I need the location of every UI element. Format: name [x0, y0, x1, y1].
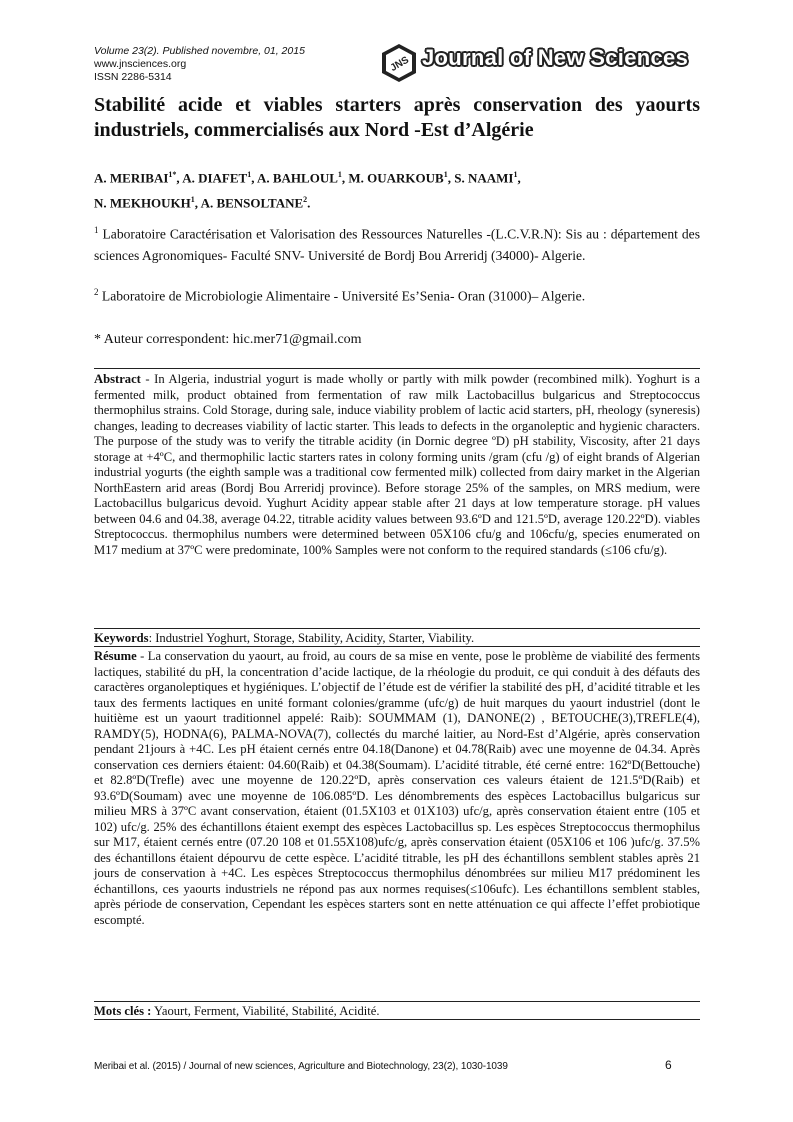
journal-name: Journal of New Sciences: [422, 45, 689, 70]
resume-label: Résume: [94, 649, 137, 663]
divider-rule: [94, 1001, 700, 1002]
divider-rule: [94, 368, 700, 369]
journal-logo: [378, 42, 700, 84]
footer-citation: Meribai et al. (2015) / Journal of new sciences, Agriculture and Biotechnology, 23(2), 1030-1039: [94, 1061, 508, 1072]
divider-rule: [94, 646, 700, 647]
website-line: www.jnsciences.org: [94, 58, 187, 70]
volume-line: Volume 23(2). Published novembre, 01, 2015: [94, 45, 305, 57]
resume-section: [94, 649, 700, 928]
motscles-label: Mots clés :: [94, 1004, 152, 1018]
keywords-label: Keywords: [94, 631, 149, 645]
svg-text:JNS: JNS: [388, 54, 411, 74]
paper-title: Stabilité acide et viables starters après conservation des yaourts industriels, commercialisés aux Nord -Est d’Algérie: [94, 94, 700, 141]
jns-badge-icon: [378, 42, 420, 84]
journal-header-meta: [94, 45, 305, 84]
motscles-text: Yaourt, Ferment, Viabilité, Stabilité, Acidité.: [151, 1004, 380, 1018]
abstract-section: [94, 372, 700, 558]
affiliation-2: $^2$ Laboratoire de Microbiologie Alimentaire - Université Es’Senia- Oran (31000)– Algerie.: [94, 287, 586, 304]
motscles-section: [94, 1004, 700, 1018]
keywords-section: [94, 631, 700, 645]
resume-text: - La conservation du yaourt, au froid, au cours de sa mise en vente, pose le problème de viabilité des ferments lactiques, stabilité du pH, la concentration d’acide lactique, de la rhéologie du produit, ce qui conduit à des défauts des caractères organoleptiques et hygiéniques. L’objectif de l’étude est de vérifier la stabilité des pH, d’acidité titrable et les taux des ferments lactiques en unité formant colonies/gramme (ufc/g) de huit marques du yaourt industriel (dont le huitième est un yaourt traditionnel appelé: Raib): SOUMMAM (1), DANONE(2) , BETOUCHE(3),TREFLE(4), RAMDY(5), HODNA(6), PALMA-NOVA(7), collectés du marché laitier, au Nord-Est d’Algérie, après conservation pendant 21jours à +4C. Les pH étaient cernés entre 04.18(Danone) et 04.78(Raib) avec une moyenne de 04.34. Après conservation ces derniers étaient: 04.60(Raib) et 04.38(Soumam). L’acidité titrable, été cerné entre: 162ºD(Bettouche) et 82.8ºD(Trefle) avec une moyenne de 120.22ºD, après conservation ces valeurs étaient de 121.5ºD(Raib) et 93.6ºD(Soumam) avec une moyenne de 106.085ºD. Les dénombrements des espèces Lactobacillus bulgaricus sur milieu MRS à 37ºC avant conservation, étaient (01.5X103 et 01X103) ufc/g, après conservation étaient entre (105 et 102) ufc/g. 25% des échantillons étaient exempt des espèces Lactobacillus sp. Les espèces Streptococcus thermophilus sur M17, étaient cernés entre (07.20 108 et 01.55X108)ufc/g, après conservation étaient (05X106 et 106 )ufc/g. 37.5% des échantillons étaient dépourvu de cette espèce. L’acidité titrable, les pH des échantillons semblent stables après 21 jours de conservation à +4C. Les espèces Streptococcus thermophilus dénombrées sur milieu M17 prédominent les échantillons, ces yaourts industriels ne répond pas aux normes requises(≤106ufc). Les échantillons semblent stables, après période de conservation, Cependant les espèces starters sont en nette atténuation ce qui affecte l’effet probiotique escompté.: [94, 649, 700, 927]
abstract-text: - In Algeria, industrial yogurt is made wholly or partly with milk powder (recombined milk). Yoghurt is a fermented milk, product obtained from fermentation of raw milk Lactobacillus bulgaricus and Streptococcus thermophilus strains. Cold Storage, during sale, induce viability problem of lactic acid starters, pH, rheology (syneresis) changes, leading to decreases viability of lactic starter. This leads to defects in the organoleptic and hygienic characters. The purpose of the study was to verify the titrable acidity (in Dornic degree ºD) pH stability, Viscosity, after 21 days storage at +4ºC, and thermophilic lactic starters rates in colony forming units /gram (cfu /g) of eight brands of Algerian industrial yogurts (the eighth sample was a traditional cow fermented milk) collected from dairy market in the Algerian NorthEastern arid areas (Bordj Bou Arreridj province). Before storage 25% of the samples, on MRS medium, were Lactobacillus bulgaricus devoid. Yughurt Acidity appear stable after 21 days at low temperature storage. pH values between 04.6 and 04.38, average 04.22, titrable acidity values between 93.6ºD and 121.5ºD, average 120.22ºD). viables Streptococcus. thermophilus numbers were determined between 05X106 cfu/g and 106cfu/g, species enumerated on M17 medium at 37ºC were predominate, 100% Samples were not conform to the required standards (≤106 cfu/g).: [94, 372, 700, 557]
divider-rule: [94, 1019, 700, 1020]
corresponding-author: * Auteur correspondent: hic.mer71@gmail.com: [94, 332, 362, 347]
page-number: 6: [665, 1058, 672, 1072]
keywords-text: : Industriel Yoghurt, Storage, Stability, Acidity, Starter, Viability.: [148, 631, 475, 645]
authors-list: A. $MERIBAI^{1*}$, A. DIAFET$^1$, A. BAHLOUL$^1$, M. OUARKOUB$^1$, S. NAAMI$^1$, N. MEKHOUKH$^1$, A. BENSOLTANE$^2$.: [94, 170, 521, 211]
issn-line: ISSN 2286-5314: [94, 71, 172, 83]
abstract-label: Abstract: [94, 372, 141, 386]
divider-rule: [94, 628, 700, 629]
affiliation-1: $^1$ Laboratoire Caractérisation et Valorisation des Ressources Naturelles -(L.C.V.R.N): Sis au : département des sciences Agronomiques- Faculté SNV- Université de Bordj Bou Arreridj (34000)- Algerie.: [94, 225, 700, 263]
